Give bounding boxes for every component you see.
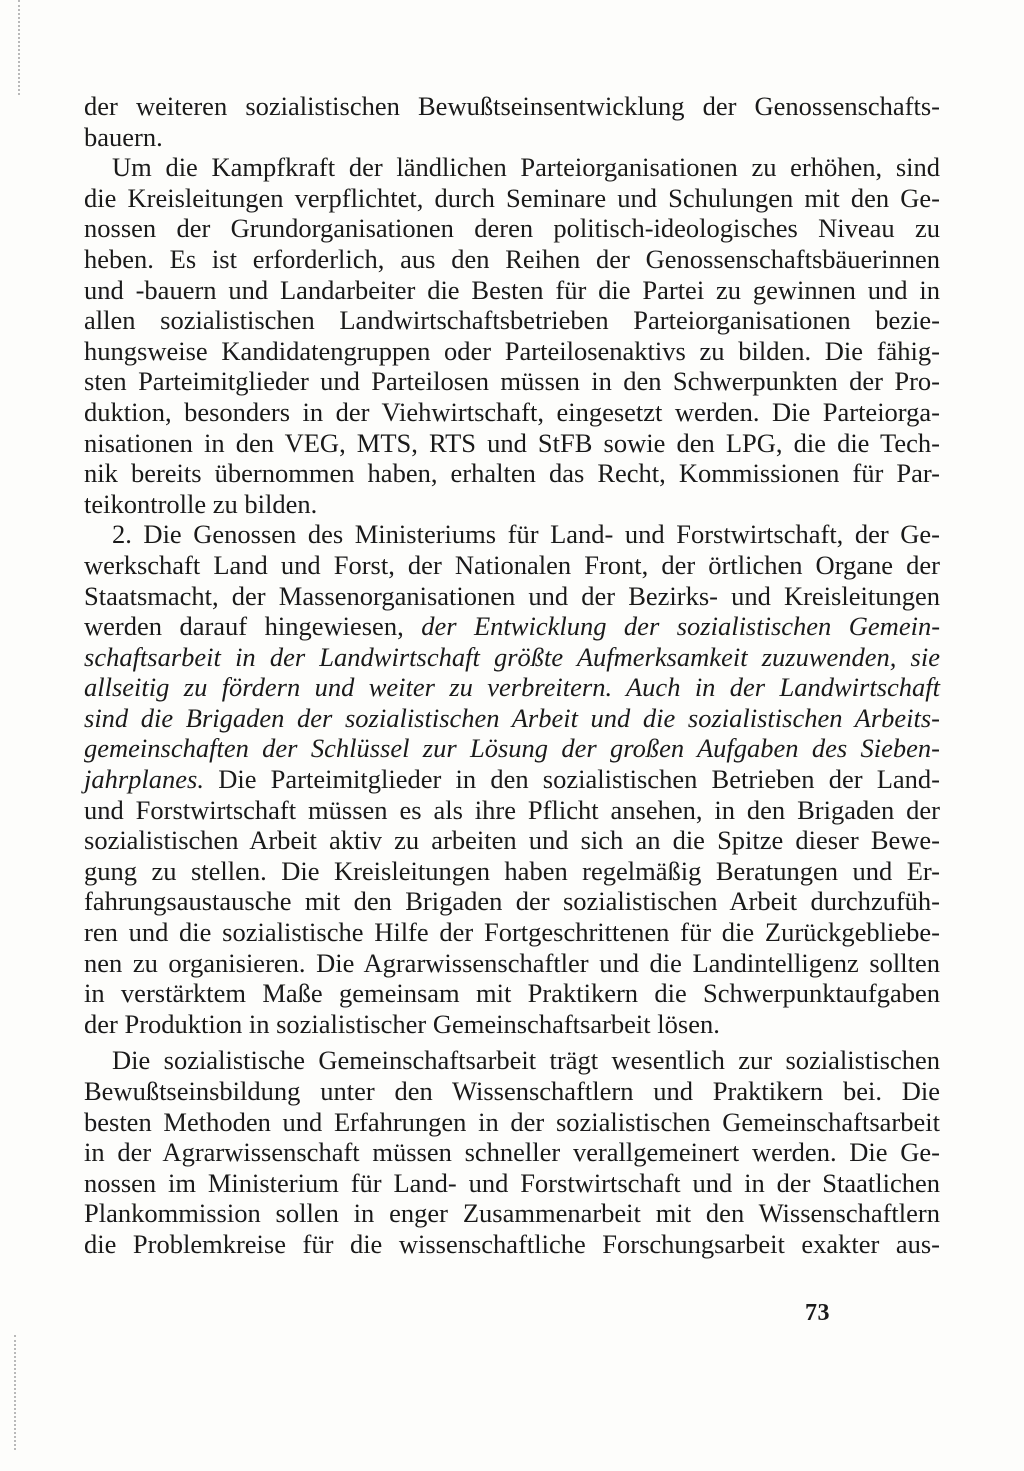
text-line: der Produktion in sozialistischer Gemeinschaftsarbeit lösen.: [84, 1008, 720, 1039]
text-line: Staatsmacht, der Massenorganisationen und der Bezirks- und Kreisleitungen: [84, 580, 940, 611]
text-line: [84, 611, 940, 642]
italic-text-line: schaftsarbeit in der Landwirtschaft größte Aufmerksamkeit zuzuwenden, sie: [84, 641, 940, 672]
italic-text-line: allseitig zu fördern und weiter zu verbreitern. Auch in der Landwirtschaft: [84, 672, 940, 703]
text-line: nisationen in den VEG, MTS, RTS und StFB sowie den LPG, die die Tech-: [84, 427, 940, 458]
text-line: bauern.: [84, 121, 163, 152]
text-line: teikontrolle zu bilden.: [84, 488, 318, 519]
text-line: hungsweise Kandidatengruppen oder Parteilosenaktivs zu bilden. Die fähig-: [84, 335, 940, 366]
paragraph: [84, 152, 940, 519]
text-line: nossen im Ministerium für Land- und Forstwirtschaft und in der Staatlichen: [84, 1167, 940, 1198]
paragraph: [84, 91, 940, 152]
text-segment: werden darauf hingewiesen,: [84, 611, 404, 642]
text-line: duktion, besonders in der Viehwirtschaft, eingesetzt werden. Die Parteiorga-: [84, 396, 940, 427]
text-line: die Kreisleitungen verpflichtet, durch Seminare und Schulungen mit den Ge-: [84, 182, 940, 213]
text-line: nen zu organisieren. Die Agrarwissenschaftler und die Landintelligenz sollten: [84, 947, 940, 978]
text-line: Plankommission sollen in enger Zusammenarbeit mit den Wissenschaftlern: [84, 1198, 940, 1229]
italic-emphasis: der Entwicklung der sozialistischen Gemein-: [421, 611, 941, 642]
text-line: nossen der Grundorganisationen deren politisch-ideologisches Niveau zu: [84, 213, 940, 244]
text-line: sozialistischen Arbeit aktiv zu arbeiten und sich an die Spitze dieser Bewe-: [84, 825, 940, 856]
binding-edge-mark: [14, 1335, 38, 1450]
text-line: nik bereits übernommen haben, erhalten das Recht, Kommissionen für Par-: [84, 458, 940, 489]
text-line: in der Agrarwissenschaft müssen schneller verallgemeinert werden. Die Ge-: [84, 1137, 940, 1168]
paragraph: [84, 519, 940, 1039]
text-line: werkschaft Land und Forst, der Nationalen Front, der örtlichen Organe der: [84, 549, 940, 580]
page-number: 73: [805, 1300, 830, 1326]
text-line: Um die Kampfkraft der ländlichen Parteiorganisationen zu erhöhen, sind: [112, 152, 940, 183]
text-line: der weiteren sozialistischen Bewußtseinsentwicklung der Genossenschafts-: [84, 91, 940, 121]
italic-text-line: sind die Brigaden der sozialistischen Arbeit und die sozialistischen Arbeits-: [84, 702, 940, 733]
text-line: Bewußtseinsbildung unter den Wissenschaftlern und Praktikern bei. Die: [84, 1076, 940, 1106]
text-line: und -bauern und Landarbeiter die Besten für die Partei zu gewinnen und in: [84, 274, 940, 305]
italic-emphasis: jahrplanes.: [84, 764, 204, 795]
text-segment: Die Parteimitglieder in den sozialistischen Betrieben der Land-: [218, 764, 941, 795]
text-line: fahrungsaustausche mit den Brigaden der sozialistischen Arbeit durchzufüh-: [84, 886, 940, 917]
text-line: besten Methoden und Erfahrungen in der sozialistischen Gemeinschaftsarbeit: [84, 1106, 940, 1137]
text-line: Die sozialistische Gemeinschaftsarbeit trägt wesentlich zur sozialistischen: [112, 1045, 940, 1076]
binding-edge-mark: [18, 0, 42, 95]
italic-text-line: gemeinschaften der Schlüssel zur Lösung der großen Aufgaben des Sieben-: [84, 733, 940, 764]
text-line: ren und die sozialistische Hilfe der Fortgeschrittenen für die Zurückgebliebe-: [84, 917, 940, 948]
text-line: und Forstwirtschaft müssen es als ihre Pflicht ansehen, in den Brigaden der: [84, 794, 940, 825]
text-line: die Problemkreise für die wissenschaftliche Forschungsarbeit exakter aus-: [84, 1228, 940, 1259]
text-line: [84, 764, 940, 795]
text-line: sten Parteimitglieder und Parteilosen müssen in den Schwerpunkten der Pro-: [84, 366, 940, 397]
body-text: [84, 91, 940, 1260]
text-line: 2. Die Genossen des Ministeriums für Land- und Forstwirtschaft, der Ge-: [112, 519, 940, 550]
text-line: allen sozialistischen Landwirtschaftsbetrieben Parteiorganisationen bezie-: [84, 305, 940, 336]
text-line: in verstärktem Maße gemeinsam mit Praktikern die Schwerpunktaufgaben: [84, 978, 940, 1009]
text-line: heben. Es ist erforderlich, aus den Reihen der Genossenschaftsbäuerinnen: [84, 243, 940, 274]
paragraph: [84, 1045, 940, 1259]
text-line: gung zu stellen. Die Kreisleitungen haben regelmäßig Beratungen und Er-: [84, 855, 940, 886]
